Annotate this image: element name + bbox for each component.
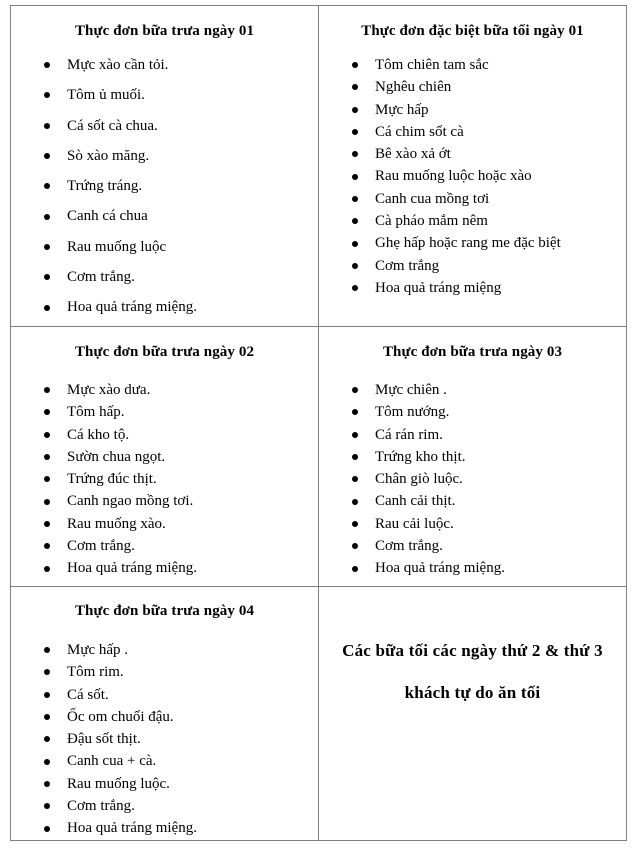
menu-item: [319, 232, 626, 254]
menu-item-text: Canh cải thịt.: [375, 493, 456, 510]
menu-item-text: Tôm hấp.: [67, 404, 125, 421]
menu-item-text: Rau muống xào.: [67, 515, 166, 532]
menu-title-special-dinner-day01: Thực đơn đặc biệt bữa tối ngày 01: [361, 23, 584, 39]
menu-item: [319, 210, 626, 232]
menu-table: [10, 5, 627, 841]
dinner-note-cell: [319, 587, 627, 841]
menu-item: [11, 661, 318, 683]
menu-item-text: Hoa quả tráng miệng.: [67, 299, 197, 316]
menu-title-lunch-day04: Thực đơn bữa trưa ngày 04: [74, 603, 255, 619]
menu-item: [11, 232, 318, 262]
menu-item-text: Trứng đúc thịt.: [67, 471, 157, 488]
menu-item: [11, 557, 318, 579]
menu-item: [11, 706, 318, 728]
menu-item-text: Rau muống luộc.: [67, 775, 170, 792]
menu-item: [11, 262, 318, 292]
menu-item-text: Rau cải luộc.: [375, 515, 454, 532]
menu-item: [11, 292, 318, 322]
menu-cell-lunch-day03: [319, 327, 627, 587]
menu-item-text: Hoa quả tráng miệng: [375, 279, 502, 296]
menu-item-text: Trứng kho thịt.: [375, 448, 466, 465]
menu-item-text: Tôm rim.: [67, 664, 124, 681]
menu-item: [319, 401, 626, 423]
menu-item: [11, 446, 318, 468]
menu-item: [11, 111, 318, 141]
menu-cell-lunch-day04: [11, 587, 319, 841]
menu-list-lunch-day03: [319, 379, 626, 580]
menu-item-text: Canh cá chua: [67, 208, 148, 225]
menu-item: [11, 201, 318, 231]
menu-item-text: Tôm ủ muối.: [67, 87, 145, 104]
dinner-note-line2: khách tự do ăn tối: [404, 683, 541, 702]
menu-item-text: Canh ngao mồng tơi.: [67, 493, 194, 510]
menu-item-text: Hoa quả tráng miệng.: [375, 560, 505, 577]
menu-item-text: Sò xào măng.: [67, 147, 150, 164]
menu-item: [11, 50, 318, 80]
menu-cell-lunch-day02: [11, 327, 319, 587]
menu-item: [319, 535, 626, 557]
menu-item: [319, 143, 626, 165]
menu-item-text: Sườn chua ngọt.: [67, 448, 166, 465]
menu-item-text: Hoa quả tráng miệng.: [67, 560, 197, 577]
menu-item-text: Mực chiên .: [375, 382, 447, 398]
dinner-note-line1: Các bữa tối các ngày thứ 2 & thứ 3: [342, 641, 603, 660]
menu-item-text: Mực xào dưa.: [67, 382, 151, 398]
menu-item-text: Trứng tráng.: [67, 178, 143, 195]
menu-item-text: Cá chim sốt cà: [375, 123, 464, 140]
menu-item: [11, 513, 318, 535]
menu-item: [11, 817, 318, 839]
menu-item: [319, 468, 626, 490]
menu-item: [319, 255, 626, 277]
menu-list-special-dinner-day01: [319, 54, 626, 299]
menu-item-text: Mực hấp .: [67, 642, 129, 658]
menu-item: [11, 424, 318, 446]
menu-item-text: Tôm nướng.: [375, 404, 450, 421]
menu-item: [11, 535, 318, 557]
menu-item: [11, 684, 318, 706]
menu-item-text: Ghẹ hấp hoặc rang me đặc biệt: [375, 235, 561, 252]
menu-item-text: Cơm trắng.: [67, 538, 135, 555]
menu-title-lunch-day03: Thực đơn bữa trưa ngày 03: [382, 344, 563, 360]
menu-item: [319, 188, 626, 210]
menu-item: [11, 728, 318, 750]
menu-item: [319, 424, 626, 446]
menu-item-text: Chân giò luộc.: [375, 471, 463, 488]
menu-item-text: Cơm trắng.: [67, 269, 135, 286]
menu-item: [11, 773, 318, 795]
menu-item-text: Cơm trắng: [375, 257, 440, 274]
menu-item-text: Nghêu chiên: [375, 79, 452, 96]
menu-item-text: Ốc om chuối đậu.: [67, 708, 174, 725]
menu-item: [11, 379, 318, 401]
menu-item-text: Canh cua mồng tơi: [375, 190, 490, 207]
menu-title-lunch-day02: Thực đơn bữa trưa ngày 02: [74, 344, 255, 360]
menu-cell-special-dinner-day01: [319, 6, 627, 327]
menu-item: [319, 121, 626, 143]
menu-item: [11, 401, 318, 423]
menu-item: [319, 54, 626, 76]
menu-item-text: Mực hấp: [375, 101, 429, 118]
menu-item-text: Rau muống luộc: [67, 238, 167, 255]
menu-item: [319, 557, 626, 579]
menu-item-text: Tôm chiên tam sắc: [375, 57, 489, 73]
menu-item: [319, 379, 626, 401]
menu-item: [11, 639, 318, 661]
menu-item: [319, 99, 626, 121]
menu-item: [319, 513, 626, 535]
menu-item-text: Cá sốt.: [67, 686, 109, 703]
menu-item: [11, 171, 318, 201]
menu-item: [11, 141, 318, 171]
menu-item-text: Cá sốt cà chua.: [67, 117, 158, 134]
menu-item: [319, 76, 626, 98]
menu-item: [319, 490, 626, 512]
menu-item: [11, 795, 318, 817]
menu-item: [11, 468, 318, 490]
menu-item: [11, 490, 318, 512]
menu-item-text: Mực xào cần tỏi.: [67, 57, 169, 73]
menu-cell-lunch-day01: [11, 6, 319, 327]
menu-item: [319, 446, 626, 468]
menu-title-lunch-day01: Thực đơn bữa trưa ngày 01: [74, 23, 255, 39]
menu-list-lunch-day04: [11, 639, 318, 840]
menu-item-text: Cà pháo mắm nêm: [375, 213, 488, 230]
menu-item: [319, 165, 626, 187]
menu-list-lunch-day01: [11, 50, 318, 323]
menu-item-text: Hoa quả tráng miệng.: [67, 820, 197, 837]
menu-item-text: Đậu sốt thịt.: [67, 731, 141, 748]
menu-list-lunch-day02: [11, 379, 318, 580]
menu-item-text: Cơm trắng.: [375, 538, 443, 555]
menu-item: [11, 80, 318, 110]
menu-item: [11, 750, 318, 772]
menu-item-text: Canh cua + cà.: [67, 753, 157, 770]
menu-item-text: Cơm trắng.: [67, 798, 135, 815]
menu-item: [319, 277, 626, 299]
menu-item-text: Bê xào xả ớt: [375, 146, 451, 163]
menu-item-text: Cá rán rim.: [375, 426, 443, 443]
menu-item-text: Rau muống luộc hoặc xào: [375, 168, 532, 185]
menu-item-text: Cá kho tộ.: [67, 426, 130, 443]
